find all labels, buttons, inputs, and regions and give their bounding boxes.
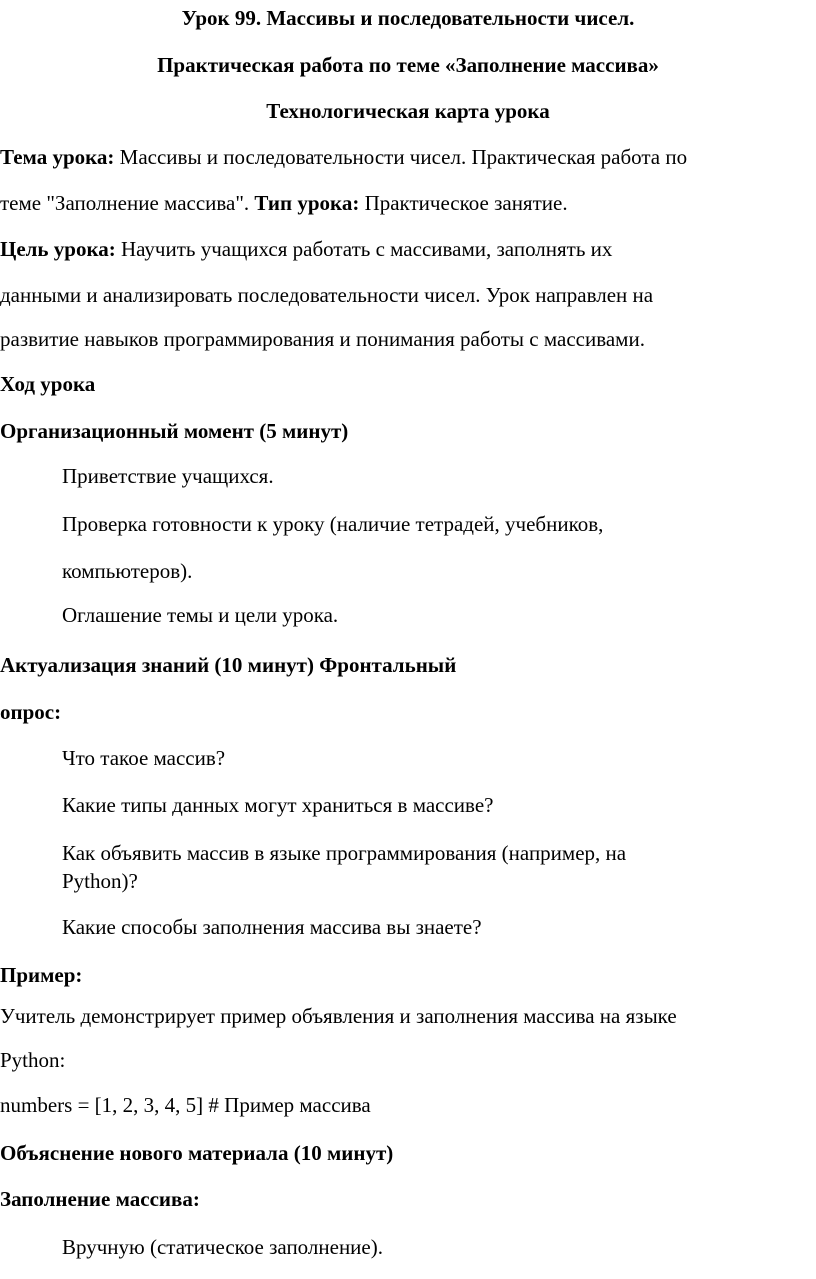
topic-text: Массивы и последовательности чисел. Практическая работа по [114, 145, 688, 169]
fill-subheading: Заполнение массива: [0, 1187, 200, 1211]
org-item: компьютеров). [62, 559, 193, 583]
org-item: Оглашение темы и цели урока. [62, 603, 339, 627]
goal-label: Цель урока: [0, 237, 116, 261]
org-heading: Организационный момент (5 минут) [0, 419, 349, 443]
question-item: Какие типы данных могут храниться в массиве? [62, 793, 494, 817]
goal-text-line-2: данными и анализировать последовательности чисел. Урок направлен на [0, 283, 654, 307]
course-heading: Ход урока [0, 372, 96, 396]
actual-heading: Актуализация знаний (10 минут) Фронтальный [0, 653, 457, 677]
question-item: Что такое массив? [62, 746, 226, 770]
code-example: numbers = [1, 2, 3, 4, 5] # Пример массива [0, 1093, 371, 1117]
explain-heading: Объяснение нового материала (10 минут) [0, 1141, 394, 1165]
example-text-cont: Python: [0, 1048, 66, 1072]
question-item: Какие способы заполнения массива вы знаете? [62, 915, 482, 939]
goal-text-line-3: развитие навыков программирования и понимания работы с массивами. [0, 327, 645, 351]
question-item: Как объявить массив в языке программирования (например, на [62, 841, 627, 865]
topic-text-cont: теме "Заполнение массива". [0, 191, 255, 215]
org-item: Приветствие учащихся. [62, 464, 274, 488]
goal-text: Научить учащихся работать с массивами, заполнять их [115, 237, 613, 261]
actual-heading-cont: опрос: [0, 700, 62, 724]
fill-method-item: Вручную (статическое заполнение). [62, 1235, 383, 1259]
type-text: Практическое занятие. [359, 191, 568, 215]
question-item-cont: Python)? [62, 869, 138, 893]
topic-label: Тема урока: [0, 145, 115, 169]
example-heading: Пример: [0, 963, 83, 987]
example-text: Учитель демонстрирует пример объявления и заполнения массива на языке [0, 1004, 677, 1028]
topic-paragraph-cont [0, 190, 568, 216]
lesson-title: Урок 99. Массивы и последовательности чисел. [181, 6, 635, 30]
tech-card-title: Технологическая карта урока [266, 99, 550, 123]
type-label: Тип урока: [254, 191, 360, 215]
topic-paragraph [0, 144, 687, 170]
goal-paragraph [0, 236, 612, 262]
lesson-subtitle: Практическая работа по теме «Заполнение массива» [157, 53, 659, 77]
org-item: Проверка готовности к уроку (наличие тетрадей, учебников, [62, 512, 604, 536]
